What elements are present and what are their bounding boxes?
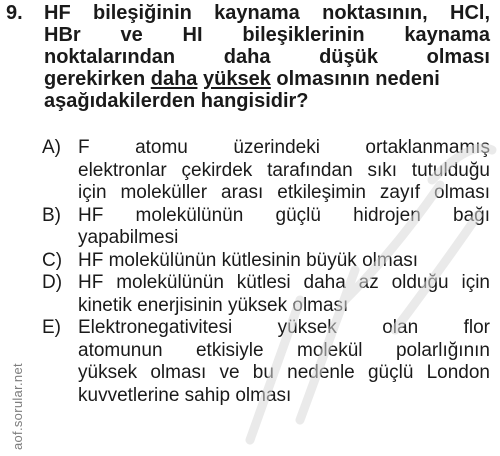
option-text	[78, 317, 490, 407]
option-letter: C)	[42, 249, 63, 271]
option-line: atomunun etkisiyle molekül polarlığının	[78, 339, 490, 361]
option-text	[78, 272, 490, 317]
question-line-5: aşağıdakilerden hangisidir?	[44, 90, 309, 112]
option-line: HF molekülünün kütlesi daha az olduğu için	[78, 272, 490, 293]
question-line-2: HBr ve HI bileşiklerinin kaynama	[44, 24, 490, 46]
option-letter: A)	[42, 137, 61, 158]
option-text	[78, 205, 490, 250]
option-letter: D)	[42, 272, 63, 293]
option-line: için moleküller arası etkileşimin zayıf olması	[78, 182, 490, 203]
option-line: F atomu üzerindeki ortaklanmamış	[78, 137, 490, 158]
question-stem	[44, 2, 490, 112]
option-line: yüksek olması ve bu nedenle güçlü London	[78, 362, 490, 383]
question-line-4	[44, 68, 490, 90]
option-line: HF molekülünün güçlü hidrojen bağı	[78, 204, 490, 226]
option-text	[78, 137, 490, 205]
option-a[interactable]	[42, 137, 494, 205]
question-line-3: noktalarından daha düşük olması	[44, 46, 490, 68]
option-letter: B)	[42, 204, 61, 226]
option-e[interactable]	[42, 317, 494, 407]
emphasis-yuksek: yüksek	[202, 68, 271, 90]
side-watermark: aof.sorular.net	[10, 363, 25, 450]
answer-options	[42, 137, 494, 407]
option-text	[78, 250, 490, 273]
option-letter: E)	[42, 317, 61, 338]
option-line: Elektronegativitesi yüksek olan flor	[78, 317, 490, 338]
option-line: kuvvetlerine sahip olması	[78, 384, 292, 406]
option-b[interactable]	[42, 205, 494, 250]
emphasis-daha: daha	[150, 68, 198, 90]
option-line: HF molekülünün kütlesinin büyük olması	[78, 249, 419, 271]
option-line: elektronlar çekirdek tarafından sıkı tutulduğu	[78, 159, 490, 181]
option-c[interactable]	[42, 250, 494, 273]
question-line-1: HF bileşiğinin kaynama noktasının, HCl,	[44, 2, 490, 24]
question-line-4-post: olmasının nedeni	[270, 68, 440, 90]
option-line: kinetik enerjisinin yüksek olması	[78, 294, 349, 316]
option-d[interactable]	[42, 272, 494, 317]
question-number: 9.	[6, 2, 23, 24]
question-line-4-pre: gerekirken	[44, 68, 151, 90]
option-line: yapabilmesi	[78, 227, 179, 248]
